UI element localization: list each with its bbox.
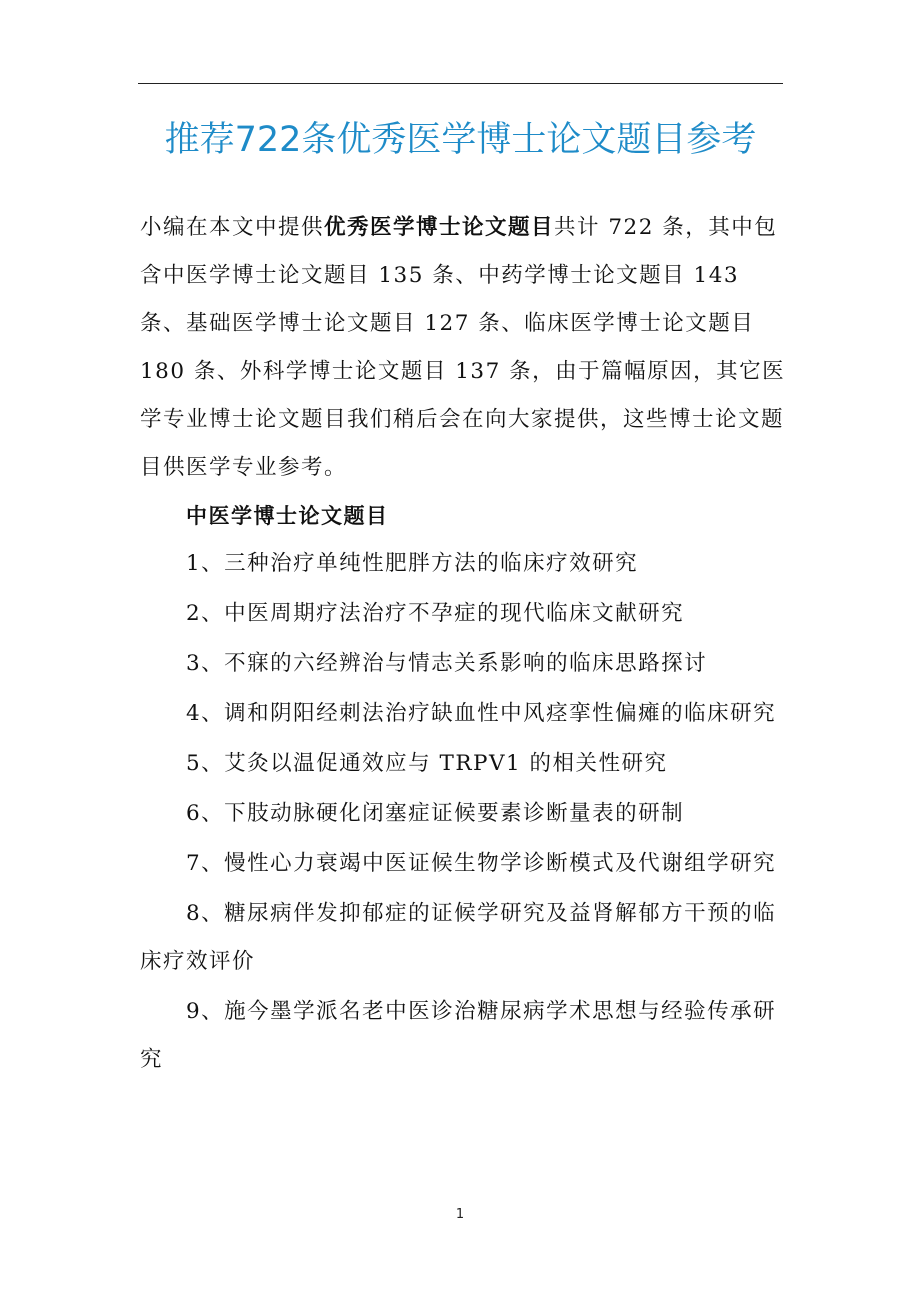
list-item: 7、慢性心力衰竭中医证候生物学诊断模式及代谢组学研究 (186, 851, 777, 876)
document-title: 推荐722条优秀医学博士论文题目参考 (164, 120, 757, 160)
intro-bold-link: 优秀医学博士论文题目 (324, 215, 555, 240)
header-rule (138, 83, 783, 84)
list-item: 8、糖尿病伴发抑郁症的证候学研究及益肾解郁方干预的临床疗效评价 (140, 901, 777, 974)
list-item: 5、艾灸以温促通效应与 TRPV1 的相关性研究 (186, 751, 668, 776)
list-item: 2、中医周期疗法治疗不孕症的现代临床文献研究 (186, 601, 685, 626)
list-item: 3、不寐的六经辨治与情志关系影响的临床思路探讨 (186, 651, 708, 676)
list-item: 9、施今墨学派名老中医诊治糖尿病学术思想与经验传承研究 (140, 999, 777, 1072)
intro-text-before: 小编在本文中提供 (140, 215, 325, 240)
page-number: 1 (455, 1207, 465, 1222)
list-item: 1、三种治疗单纯性肥胖方法的临床疗效研究 (186, 551, 639, 576)
list-item: 6、下肢动脉硬化闭塞症证候要素诊断量表的研制 (186, 801, 685, 826)
section-heading: 中医学博士论文题目 (186, 504, 389, 528)
list-item: 4、调和阴阳经刺法治疗缺血性中风痉挛性偏瘫的临床研究 (186, 701, 777, 726)
intro-text-after: 共计 722 条，其中包含中医学博士论文题目 135 条、中药学博士论文题目 143 条、基础医学博士论文题目 127 条、临床医学博士论文题目 180 条、外科学博士论文题目 137 条，由于篇幅原因，其它医学专业博士论文题目我们稍后会在向大家提供，这些博士论文题目供医学专业参考。 (140, 215, 786, 480)
document-body (140, 204, 788, 1084)
intro-paragraph (140, 204, 788, 492)
